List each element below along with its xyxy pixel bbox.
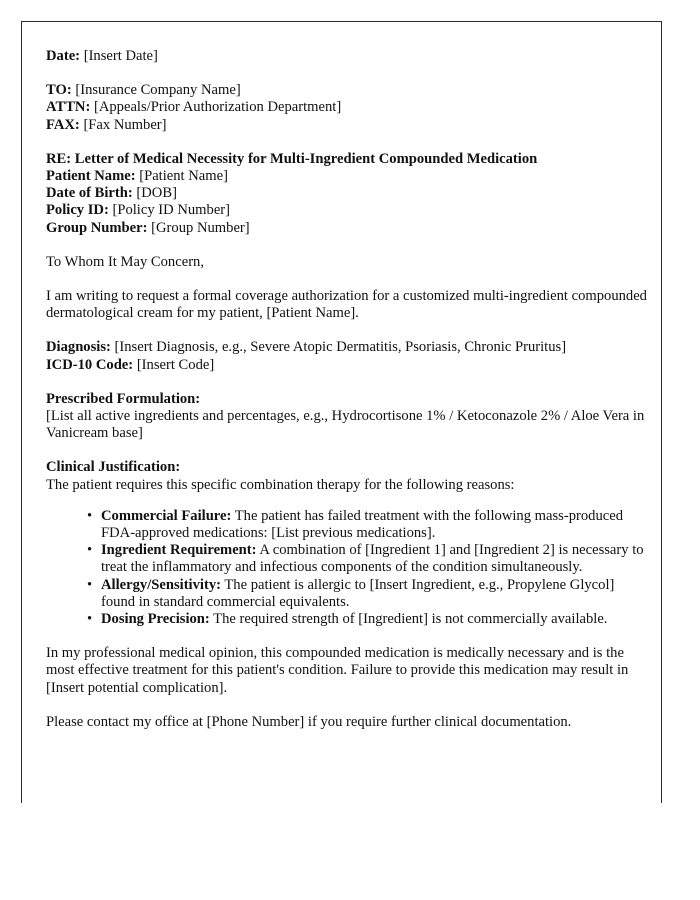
reason-label: Dosing Precision: bbox=[101, 611, 210, 628]
justification-block bbox=[46, 459, 650, 493]
salutation-line: To Whom It May Concern, bbox=[46, 253, 204, 270]
spacer bbox=[46, 271, 650, 288]
diagnosis-label: Diagnosis: bbox=[46, 339, 111, 356]
list-item bbox=[87, 542, 650, 576]
fax-value: [Fax Number] bbox=[83, 116, 167, 133]
to-line bbox=[46, 82, 650, 99]
subject-line bbox=[46, 151, 650, 168]
date-line bbox=[46, 48, 650, 65]
closing-paragraph: In my professional medical opinion, this compounded medication is medically necessary and is the most effective treatment for this patient's condition. Failure to provide this medication may result in [Insert potential complication]. bbox=[46, 645, 629, 696]
policy-id-value: [Policy ID Number] bbox=[112, 202, 231, 219]
dob-value: [DOB] bbox=[136, 185, 177, 202]
patient-name-label: Patient Name: bbox=[46, 168, 136, 185]
group-number-label: Group Number: bbox=[46, 219, 148, 236]
to-label: TO: bbox=[46, 82, 72, 99]
date-value: [Insert Date] bbox=[83, 48, 158, 64]
icd-code-label: ICD-10 Code: bbox=[46, 356, 134, 373]
list-item bbox=[87, 508, 650, 542]
spacer bbox=[46, 134, 650, 151]
diagnosis-value: [Insert Diagnosis, e.g., Severe Atopic Dermatitis, Psoriasis, Chronic Pruritus] bbox=[114, 339, 567, 356]
opening-paragraph: I am writing to request a formal coverage authorization for a customized multi-ingredient compounded dermatological cream for my patient, [Patient Name]. bbox=[46, 288, 647, 322]
attn-line bbox=[46, 99, 650, 116]
spacer bbox=[46, 442, 650, 459]
patient-name-line bbox=[46, 168, 650, 185]
spacer bbox=[46, 628, 650, 645]
spacer bbox=[46, 322, 650, 339]
attn-label: ATTN: bbox=[46, 99, 91, 116]
reason-label: Ingredient Requirement: bbox=[101, 542, 257, 559]
formulation-block bbox=[46, 391, 650, 443]
reason-text: The patient has failed treatment with the following mass-produced FDA-approved medications: [List previous medications]. bbox=[101, 507, 624, 542]
reason-label: Allergy/Sensitivity: bbox=[101, 576, 221, 593]
fax-line bbox=[46, 117, 650, 134]
spacer bbox=[46, 65, 650, 82]
diagnosis-line bbox=[46, 339, 650, 356]
group-number-value: [Group Number] bbox=[151, 219, 250, 236]
spacer bbox=[46, 237, 650, 254]
reason-label: Commercial Failure: bbox=[101, 507, 232, 524]
policy-id-label: Policy ID: bbox=[46, 202, 109, 219]
dob-line bbox=[46, 185, 650, 202]
date-block bbox=[46, 48, 650, 65]
recipient-block bbox=[46, 82, 650, 134]
justification-intro: The patient requires this specific combination therapy for the following reasons: bbox=[46, 476, 515, 493]
dob-label: Date of Birth: bbox=[46, 185, 133, 202]
contact-paragraph: Please contact my office at [Phone Number] if you require further clinical documentation. bbox=[46, 713, 572, 730]
reason-text: A combination of [Ingredient 1] and [Ingredient 2] is necessary to treat the inflammatory and infectious components of the condition simultaneously. bbox=[101, 542, 644, 576]
formulation-heading bbox=[46, 391, 650, 408]
spacer bbox=[46, 374, 650, 391]
formulation-heading-text: Prescribed Formulation: bbox=[46, 390, 201, 407]
diagnosis-block bbox=[46, 339, 650, 373]
list-item bbox=[87, 577, 650, 611]
fax-label: FAX: bbox=[46, 116, 80, 133]
icd-code-value: [Insert Code] bbox=[136, 356, 215, 373]
group-number-line bbox=[46, 220, 650, 237]
list-item bbox=[87, 611, 650, 628]
salutation-block bbox=[46, 254, 650, 271]
justification-heading bbox=[46, 459, 650, 476]
icd-code-line bbox=[46, 357, 650, 374]
policy-id-line bbox=[46, 202, 650, 219]
attn-value: [Appeals/Prior Authorization Department] bbox=[93, 99, 342, 116]
spacer bbox=[46, 494, 650, 508]
subject-text: RE: Letter of Medical Necessity for Multi-Ingredient Compounded Medication bbox=[46, 150, 538, 167]
justification-heading-text: Clinical Justification: bbox=[46, 459, 181, 476]
to-value: [Insurance Company Name] bbox=[75, 82, 241, 99]
subject-block bbox=[46, 151, 650, 237]
reason-text: The required strength of [Ingredient] is not commercially available. bbox=[213, 611, 608, 628]
reason-text: The patient is allergic to [Insert Ingredient, e.g., Propylene Glycol] found in standard commercial equivalents. bbox=[101, 576, 615, 610]
spacer bbox=[46, 697, 650, 714]
date-label: Date: bbox=[46, 48, 81, 64]
patient-name-value: [Patient Name] bbox=[139, 168, 228, 185]
justification-reasons-list bbox=[46, 508, 650, 628]
letter-body bbox=[46, 48, 650, 731]
formulation-body: [List all active ingredients and percentages, e.g., Hydrocortisone 1% / Ketoconazole 2% / Aloe Vera in Vanicream base] bbox=[46, 408, 645, 442]
